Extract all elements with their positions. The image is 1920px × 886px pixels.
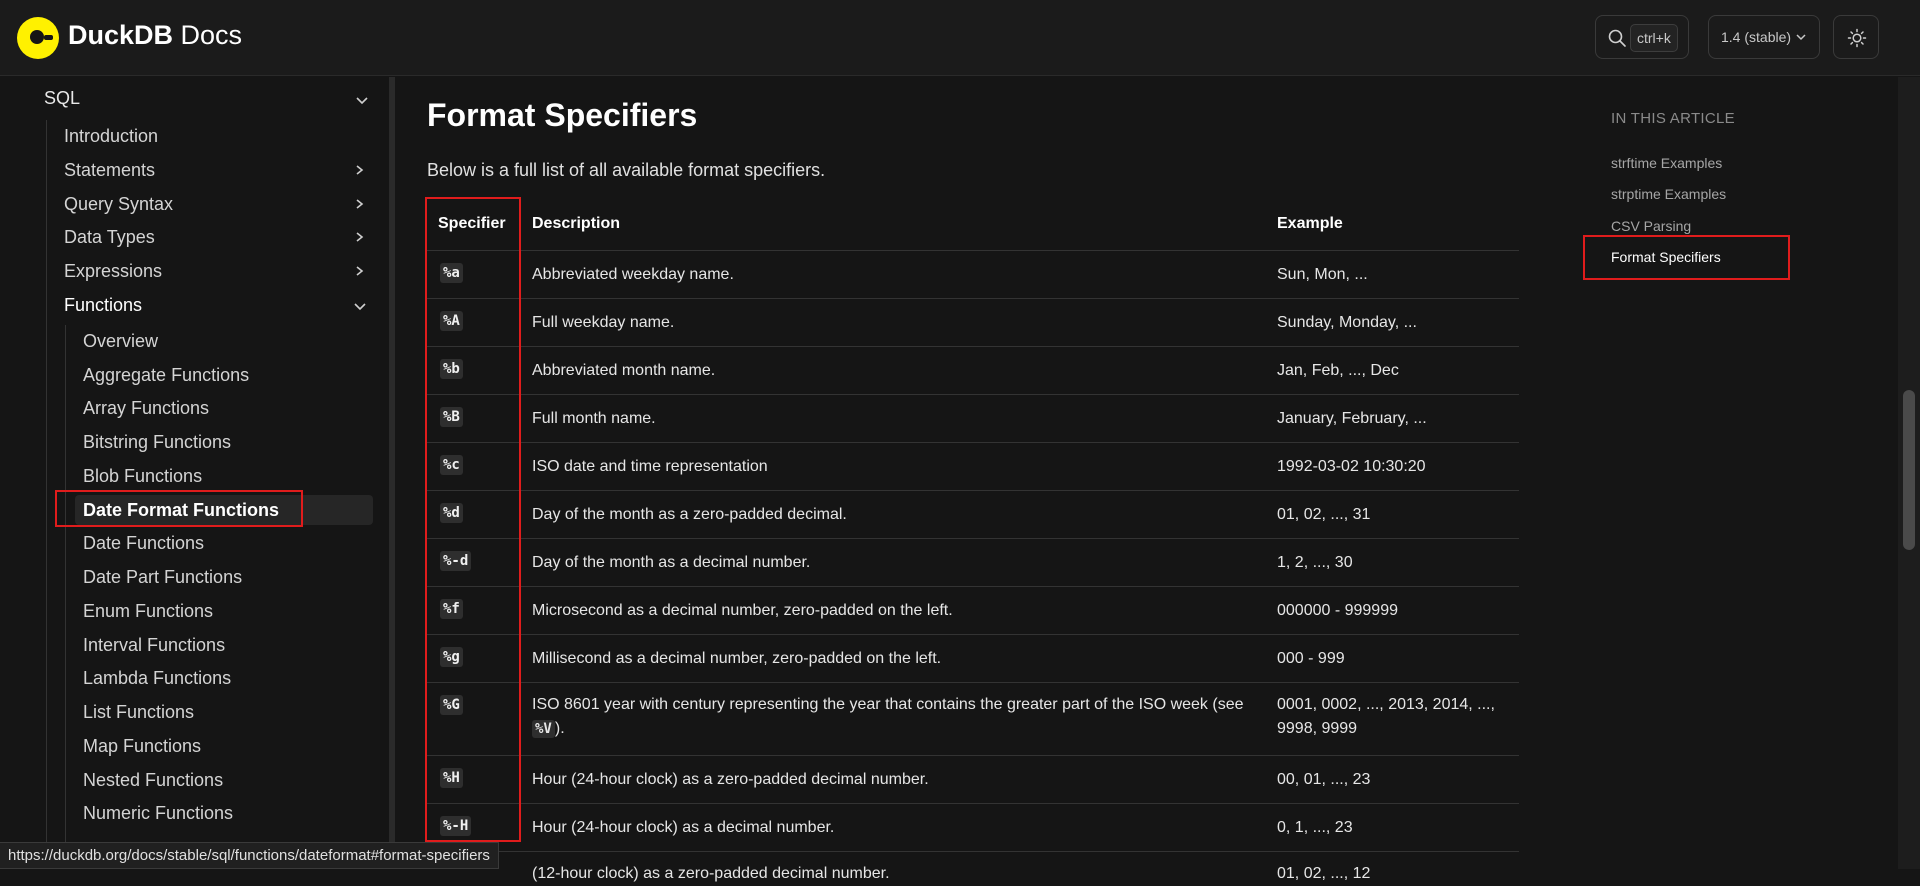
example-cell: 0, 1, ..., 23 [1277,819,1353,836]
table-row [427,755,1519,803]
example-cell: 1992-03-02 10:30:20 [1277,458,1426,475]
sidebar-section-label: SQL [44,88,81,108]
duckdb-logo[interactable] [17,17,59,59]
sidebar-subitem-interval-functions[interactable] [83,630,225,660]
sidebar-item-functions[interactable] [64,290,369,320]
search-icon [1607,28,1627,48]
example-cell: January, February, ... [1277,410,1427,427]
inline-code: %V [532,720,555,738]
sidebar-subitem-nested-functions[interactable] [83,765,223,795]
annotation-box-sidebar [55,490,303,527]
sidebar-item-label: Expressions [64,261,163,281]
example-cell: Sunday, Monday, ... [1277,314,1417,331]
version-select[interactable] [1708,15,1820,59]
specifier-code: %A [440,311,463,331]
chevron-right-icon [353,265,365,277]
sidebar-item-label: Data Types [64,227,155,247]
description-cell: Hour (24-hour clock) as a decimal number. [532,819,835,836]
example-cell: 01, 02, ..., 12 [1277,865,1371,882]
version-label: 1.4 (stable) [1721,29,1792,45]
intro-text: Below is a full list of all available format specifiers. [427,160,826,180]
sidebar-subitem-map-functions[interactable] [83,731,201,761]
table-row [427,250,1519,298]
specifier-code: %c [440,455,463,475]
description-cell: ISO date and time representation [532,458,768,475]
sidebar-item-label: Date Part Functions [83,567,243,587]
description-cell: Full weekday name. [532,314,675,331]
sidebar-item-label: Enum Functions [83,601,214,621]
chevron-down-icon [353,300,367,314]
description-cell: Abbreviated month name. [532,362,716,379]
toc-item-strftime-examples[interactable]: strftime Examples [1611,155,1723,171]
sidebar-subitem-lambda-functions[interactable] [83,663,231,693]
example-cell: Jan, Feb, ..., Dec [1277,362,1399,379]
sidebar-item-label: Numeric Functions [83,803,234,823]
sidebar-item-label: Functions [64,295,143,315]
column-header-specifier: Specifier [438,215,506,232]
column-header-description: Description [532,215,621,232]
sidebar-subitem-enum-functions[interactable] [83,596,213,626]
page-title: Format Specifiers [427,97,698,133]
description-cell: Millisecond as a decimal number, zero-padded on the left. [532,650,942,667]
chevron-down-icon [355,93,369,107]
sun-icon [1847,28,1867,48]
sidebar-item-label: Bitstring Functions [83,432,232,452]
table-row [427,538,1519,586]
table-row [427,586,1519,634]
specifier-code: %-H [440,816,471,836]
example-cell: 01, 02, ..., 31 [1277,506,1371,523]
description-cell: Day of the month as a zero-padded decimal. [532,506,847,523]
sidebar-item-label: Query Syntax [64,194,174,214]
search-button[interactable] [1595,15,1689,59]
specifier-code: %a [440,263,463,283]
sidebar-item-expressions[interactable] [64,256,369,286]
table-row [427,394,1519,442]
sidebar-item-query-syntax[interactable] [64,189,369,219]
sidebar-subitem-list-functions[interactable] [83,697,194,727]
nav-guide-line [65,325,66,869]
top-navbar [0,0,1920,76]
logo-dot [30,30,44,44]
sidebar-item-label: Blob Functions [83,466,203,486]
table-row [427,490,1519,538]
example-cell: 0001, 0002, ..., 2013, 2014, ..., 9998, 9999 [1277,696,1495,737]
sidebar-item-label: Overview [83,331,159,351]
specifier-code: %b [440,359,463,379]
sidebar-item-label: Introduction [64,126,159,146]
annotation-box-toc [1583,235,1790,280]
page-scrollbar[interactable] [1898,77,1920,869]
example-cell: 1, 2, ..., 30 [1277,554,1353,571]
chevron-right-icon [353,164,365,176]
sidebar-item-statements[interactable] [64,155,369,185]
toc-item-format-specifiers[interactable]: Format Specifiers [1611,249,1721,265]
status-bar-url: https://duckdb.org/docs/stable/sql/functions/dateformat#format-specifiers [0,842,499,869]
chevron-right-icon [353,231,365,243]
theme-toggle-button[interactable] [1833,15,1879,59]
sidebar-item-data-types[interactable] [64,222,369,252]
description-cell: Full month name. [532,410,656,427]
brand-light: Docs [180,20,243,50]
sidebar-section-sql[interactable] [44,88,369,112]
sidebar-subitem-overview[interactable] [83,326,158,356]
sidebar-item-label: Interval Functions [83,635,226,655]
sidebar-scrollbar[interactable] [389,77,395,869]
description-cell: Microsecond as a decimal number, zero-padded on the left. [532,602,953,619]
sidebar-item-label: Date Format Functions [83,500,280,520]
description-cell: (12-hour clock) as a zero-padded decimal number. [532,865,890,882]
table-row [427,803,1519,851]
table-row [427,298,1519,346]
description-cell: Abbreviated weekday name. [532,266,734,283]
toc-heading: IN THIS ARTICLE [1611,110,1735,127]
sidebar-item-label: Nested Functions [83,770,224,790]
sidebar-subitem-numeric-functions[interactable] [83,798,233,828]
sidebar-subitem-blob-functions[interactable] [83,461,202,491]
annotation-box-specifier-column [425,197,521,842]
specifier-code: %G [440,695,463,715]
description-cell [532,693,1252,741]
table-row [427,346,1519,394]
specifier-code: %f [440,599,463,619]
description-text: ISO 8601 year with century representing the year that contains the greater part of the ISO week (see [532,696,1244,713]
specifier-code: %-d [440,551,471,571]
example-cell: 000000 - 999999 [1277,602,1398,619]
sidebar-subitem-date-part-functions[interactable] [83,562,242,592]
chevron-down-icon [1795,31,1807,43]
sidebar-item-label: Map Functions [83,736,202,756]
sidebar-subitem-date-functions[interactable] [83,528,204,558]
description-text: ). [554,720,565,737]
chevron-right-icon [353,198,365,210]
scrollbar-thumb[interactable] [1903,390,1915,550]
sidebar-item-label: List Functions [83,702,195,722]
sidebar-item-label: Statements [64,160,156,180]
sidebar-item-label: Lambda Functions [83,668,232,688]
description-cell: Hour (24-hour clock) as a zero-padded decimal number. [532,771,929,788]
table-row [427,442,1519,490]
specifier-code: %B [440,407,463,427]
sidebar-item-label: Aggregate Functions [83,365,250,385]
brand-bold: DuckDB [68,20,174,50]
specifier-code: %g [440,647,463,667]
description-cell: Day of the month as a decimal number. [532,554,811,571]
sidebar-item-label: Array Functions [83,398,210,418]
nav-guide-line [46,120,47,869]
logo-bar [44,35,53,40]
sidebar-item-introduction[interactable] [64,121,369,151]
specifier-code: %d [440,503,463,523]
sidebar-item-label: Date Functions [83,533,205,553]
table-row [427,682,1519,755]
search-shortcut: ctrl+k [1630,24,1678,52]
example-cell: 00, 01, ..., 23 [1277,771,1371,788]
column-header-example: Example [1277,215,1343,232]
toc-item-strptime-examples[interactable]: strptime Examples [1611,186,1727,202]
sidebar-subitem-bitstring-functions[interactable] [83,427,231,457]
sidebar-subitem-aggregate-functions[interactable] [83,360,249,390]
example-cell: 000 - 999 [1277,650,1345,667]
specifier-code: %H [440,768,463,788]
brand-title[interactable] [68,20,242,51]
table-row [427,634,1519,682]
sidebar-subitem-array-functions[interactable] [83,393,209,423]
example-cell: Sun, Mon, ... [1277,266,1368,283]
table-row [427,851,1519,882]
toc-item-csv-parsing[interactable]: CSV Parsing [1611,218,1692,234]
